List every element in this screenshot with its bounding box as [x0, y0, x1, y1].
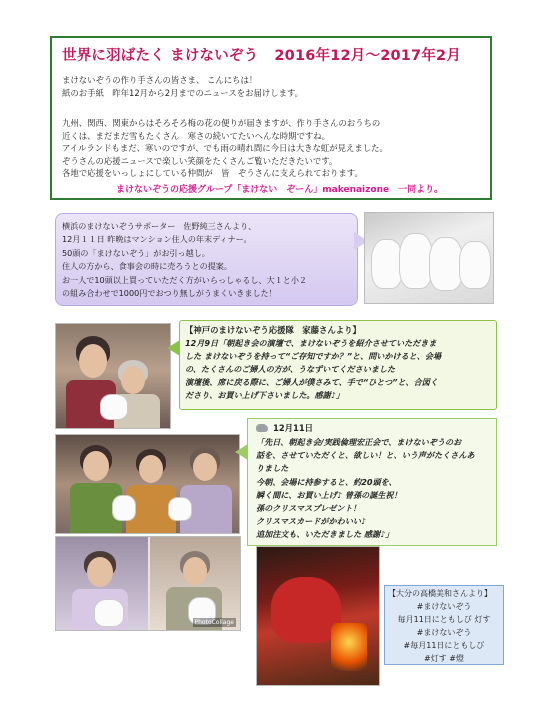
dec11-text: [256, 436, 475, 542]
news-line: 12月１１日 昨晩はマンション住人の年末ディナー。: [62, 234, 252, 245]
news-line: 追加注文も、いただきました 感謝♪」: [256, 529, 394, 540]
photo-collage: [55, 536, 241, 631]
news-line: した まけないぞうを持って“ご存知ですか？”と、問いかけると、会場: [185, 351, 442, 361]
yokohama-text: [62, 220, 307, 300]
news-line: の、たくさんのご婦人の方が、うなずいてくださいました: [185, 364, 396, 374]
intro-paragraph: [62, 74, 303, 100]
intro-line: 紙のお手紙 昨年12月から2月までのニュースをお届けします。: [62, 88, 304, 98]
news-line: クリスマスカードがかわいい♪: [256, 516, 367, 527]
body-line: アイルランドもまだ、寒いのですが、でも雨の晴れ間に今日は大きな虹が見えました。: [62, 143, 388, 154]
title-date-range: 2016年12月〜2017年2月: [274, 48, 462, 64]
photo-collage-label: PhotoCollage: [194, 619, 234, 626]
news-line: 話を、させていただくと、欲しい！と、いう声がたくさんあ: [256, 450, 475, 461]
elephant-icon: [256, 424, 268, 432]
body-line: 九州、関西、関東からはそろそろ梅の花の便りが届きますが、作り手さんのおうちの: [62, 118, 381, 128]
news-line: 今朝、会場に持参すると、約20頭を、: [256, 476, 397, 487]
news-line: の組み合わせで1000円でおつり無しがうまくいきました！: [62, 288, 277, 299]
elephant-plush-photo: [364, 212, 494, 304]
news-line: 住人の方から、食事会の時に売ろうとの提案。: [62, 261, 232, 272]
news-line: ださり、お買い上げ下さいました。感謝♪」: [185, 390, 344, 400]
bubble-tail: [167, 340, 180, 356]
kobe-couple-photo: [55, 323, 171, 429]
red-elephant-candle-photo: [256, 546, 380, 686]
news-line: 演壇後、席に戻る際に、ご婦人が僕さみて、手で“ひとつ”と、合図く: [185, 377, 438, 387]
news-line: 12月9日「朝起き会の演壇で、まけないぞうを紹介させていただきま: [185, 338, 437, 348]
bubble-tail: [235, 444, 248, 460]
date-text: 12月11日: [273, 423, 314, 433]
news-line: 「先日、朝起き会/実践倫理宏正会で、まけないぞうのお: [256, 437, 462, 447]
dec11-news-bubble: [247, 418, 497, 546]
news-line: お一人で10頭以上買っていただく方がいらっしゃるし、大１と小２: [62, 274, 308, 285]
news-line: 孫のクリスマスプレゼント！: [256, 503, 361, 514]
dec11-date: [256, 422, 313, 434]
yokohama-news-bubble: [55, 213, 358, 306]
kobe-heading: 【神戸のまけないぞう応援隊 家藤さんより】: [185, 325, 361, 335]
hashtag-line: #まけないぞう: [416, 602, 472, 611]
hashtag-line: #灯す #燈: [424, 654, 464, 663]
news-line: 瞬く間に、お買い上げ♪ 曾孫の誕生祝！: [256, 489, 402, 500]
hashtag-line: 毎月11日にともしび 灯す: [397, 615, 491, 624]
kobe-news-bubble: [179, 320, 497, 410]
newsletter-header: [50, 36, 492, 200]
signature: まけないぞうの応援グループ「まけない ぞーん」makenaizone 一同より。: [116, 185, 444, 195]
news-line: 50頭の「まけないぞう」がお引っ越し。: [62, 247, 210, 258]
news-line: 横浜のまけないぞうサポーター 佐野純三さんより、: [62, 221, 257, 231]
hashtag-line: #まけないぞう: [416, 628, 472, 637]
title-text: 世界に羽ばたく まけないぞう: [62, 48, 259, 64]
hashtag-line: #毎月11日にともしび: [403, 641, 485, 650]
news-line: りました: [256, 463, 289, 474]
body-paragraph: [62, 117, 388, 180]
body-line: 近くは、まだまだ雪もたくさん 寒さの続いてたいへんな時期ですね。: [62, 130, 330, 141]
kobe-text: [185, 337, 441, 402]
oita-heading: 【大分の高橋美和さんより】: [388, 589, 492, 598]
body-line: ぞうさんの応援ニュースで楽しい笑顔をたくさんご覧いただきたいです。: [62, 155, 338, 166]
intro-line: まけないぞうの作り手さんの皆さま、 こんにちは！: [62, 75, 258, 85]
page-title: [62, 44, 461, 65]
body-line: 各地で応援をいっしょにしている仲間が 皆 ぞうさんに支えられております。: [62, 168, 363, 179]
oita-news-box: [384, 585, 504, 665]
three-women-photo: [55, 434, 240, 534]
